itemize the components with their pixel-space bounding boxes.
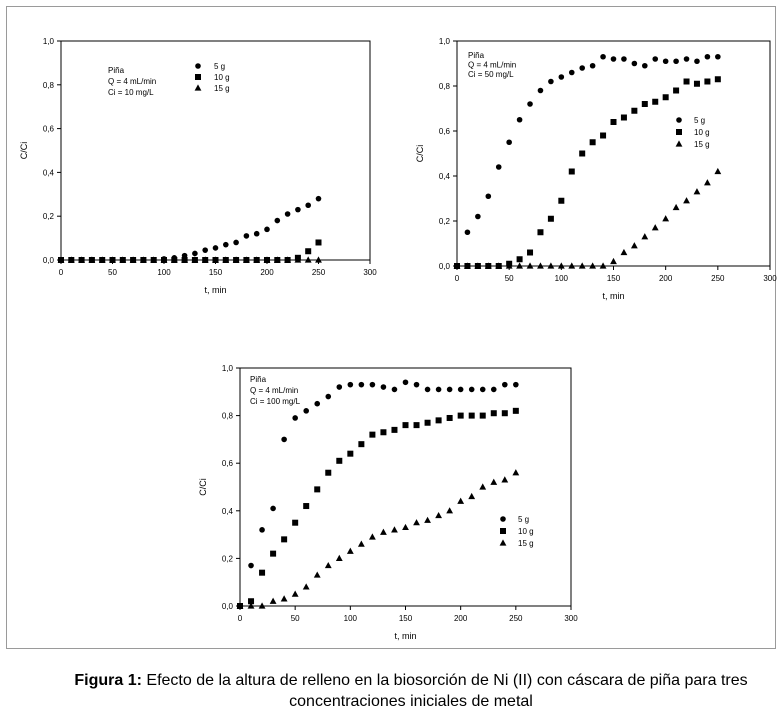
x-tick-label: 300 bbox=[564, 614, 578, 623]
x-tick-label: 200 bbox=[658, 274, 673, 283]
series-10g bbox=[58, 239, 322, 263]
y-tick-label: 0,0 bbox=[438, 262, 450, 271]
data-point bbox=[684, 56, 690, 62]
legend-label: 5 g bbox=[214, 62, 226, 71]
y-tick-label: 1,0 bbox=[42, 37, 54, 46]
data-point bbox=[414, 382, 420, 388]
legend-marker bbox=[195, 63, 201, 69]
y-tick-label: 0,0 bbox=[221, 602, 233, 611]
data-point bbox=[600, 54, 606, 60]
x-tick-label: 100 bbox=[157, 268, 171, 277]
x-tick-label: 50 bbox=[108, 268, 117, 277]
data-point bbox=[465, 229, 471, 235]
data-point bbox=[641, 233, 648, 239]
legend-label: 10 g bbox=[214, 73, 230, 82]
data-point bbox=[244, 233, 250, 239]
data-point bbox=[358, 441, 364, 447]
data-point bbox=[673, 88, 679, 94]
data-point bbox=[458, 387, 464, 393]
data-point bbox=[579, 65, 585, 71]
annotation-line: Q = 4 mL/min bbox=[468, 60, 517, 70]
data-point bbox=[480, 413, 486, 419]
data-point bbox=[469, 387, 475, 393]
legend-marker bbox=[195, 74, 201, 80]
legend-marker bbox=[500, 516, 506, 522]
data-point bbox=[683, 197, 690, 203]
legend-marker bbox=[500, 539, 507, 545]
data-point bbox=[314, 571, 321, 577]
data-point bbox=[316, 239, 322, 245]
data-point bbox=[457, 498, 464, 504]
data-point bbox=[468, 493, 475, 499]
data-point bbox=[414, 422, 420, 428]
data-point bbox=[292, 591, 299, 597]
data-point bbox=[694, 81, 700, 87]
data-point bbox=[223, 242, 229, 248]
y-axis-label: C/Ci bbox=[19, 141, 29, 160]
data-point bbox=[569, 70, 575, 76]
x-tick-label: 0 bbox=[454, 274, 460, 283]
data-point bbox=[281, 437, 287, 443]
y-tick-label: 0,6 bbox=[42, 124, 54, 134]
x-tick-label: 250 bbox=[509, 614, 523, 623]
data-point bbox=[413, 519, 420, 525]
data-point bbox=[621, 249, 628, 255]
series-5g bbox=[237, 379, 518, 608]
caption-label: Figura 1: bbox=[74, 672, 142, 689]
series-10g bbox=[454, 76, 721, 269]
data-point bbox=[652, 99, 658, 105]
chart-1 bbox=[19, 37, 377, 295]
data-point bbox=[325, 562, 332, 568]
data-point bbox=[248, 563, 254, 569]
x-axis-label: t, min bbox=[602, 291, 625, 301]
data-point bbox=[359, 382, 365, 388]
data-point bbox=[490, 479, 497, 485]
legend-label: 15 g bbox=[694, 140, 710, 149]
y-tick-label: 0,8 bbox=[221, 411, 233, 421]
data-point bbox=[715, 54, 721, 60]
data-point bbox=[314, 486, 320, 492]
x-tick-label: 300 bbox=[363, 268, 377, 277]
data-point bbox=[325, 394, 331, 400]
annotation-line: Ci = 50 mg/L bbox=[468, 70, 514, 79]
data-point bbox=[337, 384, 343, 390]
data-point bbox=[496, 164, 502, 170]
y-tick-label: 0,8 bbox=[438, 82, 450, 91]
x-tick-label: 150 bbox=[606, 274, 621, 283]
x-tick-label: 200 bbox=[453, 614, 468, 623]
data-point bbox=[446, 507, 453, 513]
data-point bbox=[202, 247, 208, 253]
data-point bbox=[506, 139, 512, 145]
y-tick-label: 0,2 bbox=[221, 554, 233, 564]
data-point bbox=[402, 524, 409, 530]
data-point bbox=[436, 417, 442, 423]
x-tick-label: 150 bbox=[208, 268, 223, 277]
y-axis-label: C/Ci bbox=[415, 144, 425, 163]
data-point bbox=[447, 387, 453, 393]
x-tick-label: 300 bbox=[763, 274, 777, 283]
data-point bbox=[513, 382, 519, 388]
series-15g bbox=[454, 168, 722, 269]
x-axis-label: t, min bbox=[204, 285, 227, 295]
data-point bbox=[347, 451, 353, 457]
y-tick-label: 0,6 bbox=[438, 127, 450, 136]
x-tick-label: 100 bbox=[554, 274, 569, 283]
annotation-line: Piña bbox=[250, 375, 267, 384]
y-axis-label: C/Ci bbox=[198, 478, 208, 496]
chart-3 bbox=[198, 364, 578, 641]
data-point bbox=[447, 415, 453, 421]
data-point bbox=[715, 76, 721, 82]
data-point bbox=[369, 432, 375, 438]
data-point bbox=[480, 387, 486, 393]
data-point bbox=[652, 224, 659, 230]
annotation-line: Piña bbox=[108, 66, 125, 75]
data-point bbox=[281, 595, 288, 601]
data-point bbox=[590, 63, 596, 69]
data-point bbox=[491, 410, 497, 416]
legend-label: 5 g bbox=[694, 116, 706, 125]
data-point bbox=[391, 427, 397, 433]
data-point bbox=[295, 207, 301, 213]
y-tick-label: 0,6 bbox=[221, 459, 233, 469]
data-point bbox=[517, 117, 523, 123]
data-point bbox=[458, 413, 464, 419]
data-point bbox=[270, 506, 276, 512]
data-point bbox=[704, 179, 711, 185]
data-point bbox=[358, 541, 365, 547]
data-point bbox=[336, 458, 342, 464]
figure-caption bbox=[0, 670, 782, 712]
x-tick-label: 0 bbox=[237, 614, 243, 623]
annotation-line: Q = 4 mL/min bbox=[250, 386, 299, 395]
data-point bbox=[527, 250, 533, 256]
data-point bbox=[652, 56, 658, 62]
data-point bbox=[303, 503, 309, 509]
series-5g bbox=[454, 54, 720, 269]
legend-marker bbox=[500, 528, 506, 534]
data-point bbox=[259, 527, 265, 533]
data-point bbox=[579, 151, 585, 157]
data-point bbox=[694, 58, 700, 64]
data-point bbox=[281, 536, 287, 542]
y-tick-label: 1,0 bbox=[438, 37, 450, 46]
x-tick-label: 100 bbox=[343, 614, 358, 623]
data-point bbox=[632, 61, 638, 67]
y-tick-label: 0,0 bbox=[42, 256, 54, 265]
data-point bbox=[403, 422, 409, 428]
data-point bbox=[684, 79, 690, 85]
x-tick-label: 250 bbox=[711, 274, 725, 283]
data-point bbox=[391, 526, 398, 532]
data-point bbox=[233, 240, 239, 246]
data-point bbox=[673, 204, 680, 210]
data-point bbox=[370, 382, 376, 388]
data-point bbox=[292, 415, 298, 421]
series-5g bbox=[58, 196, 321, 263]
data-point bbox=[714, 168, 721, 174]
data-point bbox=[336, 555, 343, 561]
data-point bbox=[611, 56, 617, 62]
y-tick-label: 0,4 bbox=[438, 172, 450, 181]
legend-label: 15 g bbox=[518, 539, 534, 548]
x-tick-label: 200 bbox=[260, 268, 274, 277]
x-tick-label: 150 bbox=[398, 614, 413, 623]
data-point bbox=[475, 214, 481, 220]
legend-marker bbox=[676, 129, 682, 135]
x-tick-label: 50 bbox=[504, 274, 514, 283]
data-point bbox=[694, 188, 701, 194]
data-point bbox=[192, 251, 198, 257]
data-point bbox=[380, 429, 386, 435]
legend-label: 10 g bbox=[518, 527, 534, 536]
data-point bbox=[305, 202, 311, 208]
data-point bbox=[502, 410, 508, 416]
data-point bbox=[392, 387, 398, 393]
data-point bbox=[512, 469, 519, 475]
data-point bbox=[558, 198, 564, 204]
data-point bbox=[631, 108, 637, 114]
data-point bbox=[621, 115, 627, 121]
data-point bbox=[316, 196, 322, 202]
data-point bbox=[610, 258, 617, 264]
data-point bbox=[303, 408, 309, 414]
data-point bbox=[486, 193, 492, 199]
data-point bbox=[254, 231, 260, 237]
data-point bbox=[705, 54, 711, 60]
data-point bbox=[424, 517, 431, 523]
data-point bbox=[538, 88, 544, 94]
data-point bbox=[213, 245, 219, 251]
data-point bbox=[600, 133, 606, 139]
data-point bbox=[663, 94, 669, 100]
data-point bbox=[469, 413, 475, 419]
legend-label: 5 g bbox=[518, 515, 530, 524]
y-tick-label: 0,8 bbox=[42, 80, 54, 90]
data-point bbox=[270, 551, 276, 557]
legend-label: 10 g bbox=[694, 128, 710, 137]
data-point bbox=[517, 256, 523, 262]
data-point bbox=[275, 218, 281, 224]
data-point bbox=[285, 211, 291, 217]
data-point bbox=[642, 63, 648, 69]
data-point bbox=[435, 512, 442, 518]
legend-marker bbox=[676, 117, 682, 123]
data-point bbox=[314, 401, 320, 407]
data-point bbox=[537, 229, 543, 235]
x-tick-label: 0 bbox=[58, 268, 64, 277]
data-point bbox=[348, 382, 354, 388]
data-point bbox=[590, 139, 596, 145]
annotation-line: Ci = 100 mg/L bbox=[250, 397, 301, 406]
x-tick-label: 50 bbox=[290, 614, 300, 623]
legend-marker bbox=[676, 140, 683, 146]
series-15g bbox=[237, 469, 520, 608]
data-point bbox=[704, 79, 710, 85]
data-point bbox=[559, 74, 565, 80]
data-point bbox=[491, 387, 497, 393]
y-tick-label: 0,2 bbox=[42, 212, 54, 222]
data-point bbox=[502, 382, 508, 388]
data-point bbox=[347, 548, 354, 554]
data-point bbox=[501, 476, 508, 482]
data-point bbox=[548, 216, 554, 222]
series-10g bbox=[237, 408, 519, 609]
annotation-line: Ci = 10 mg/L bbox=[108, 88, 154, 97]
annotation-line: Piña bbox=[468, 51, 485, 60]
data-point bbox=[259, 570, 265, 576]
annotation-line: Q = 4 mL/min bbox=[108, 77, 157, 86]
data-point bbox=[292, 520, 298, 526]
data-point bbox=[270, 598, 277, 604]
data-point bbox=[621, 56, 627, 62]
chart-2 bbox=[415, 37, 777, 301]
legend-marker bbox=[195, 84, 202, 90]
data-point bbox=[569, 169, 575, 175]
data-point bbox=[264, 227, 270, 233]
data-point bbox=[631, 242, 638, 248]
data-point bbox=[527, 101, 533, 107]
data-point bbox=[381, 384, 387, 390]
data-point bbox=[663, 58, 669, 64]
y-tick-label: 1,0 bbox=[221, 364, 233, 373]
y-tick-label: 0,2 bbox=[438, 217, 450, 226]
data-point bbox=[305, 248, 311, 254]
data-point bbox=[403, 379, 409, 385]
data-point bbox=[479, 483, 486, 489]
data-point bbox=[369, 533, 376, 539]
data-point bbox=[662, 215, 669, 221]
data-point bbox=[642, 101, 648, 107]
data-point bbox=[673, 58, 679, 64]
data-point bbox=[611, 119, 617, 125]
data-point bbox=[548, 79, 554, 85]
data-point bbox=[325, 470, 331, 476]
y-tick-label: 0,4 bbox=[42, 168, 54, 178]
data-point bbox=[425, 420, 431, 426]
legend-label: 15 g bbox=[214, 84, 230, 93]
data-point bbox=[425, 387, 431, 393]
y-tick-label: 0,4 bbox=[221, 506, 233, 516]
x-axis-label: t, min bbox=[394, 631, 417, 641]
data-point bbox=[436, 387, 442, 393]
data-point bbox=[303, 583, 310, 589]
data-point bbox=[513, 408, 519, 414]
data-point bbox=[380, 529, 387, 535]
caption-text: Efecto de la altura de relleno en la biosorción de Ni (II) con cáscara de piña para tres concentraciones iniciales de metal bbox=[146, 672, 748, 710]
x-tick-label: 250 bbox=[311, 268, 326, 277]
